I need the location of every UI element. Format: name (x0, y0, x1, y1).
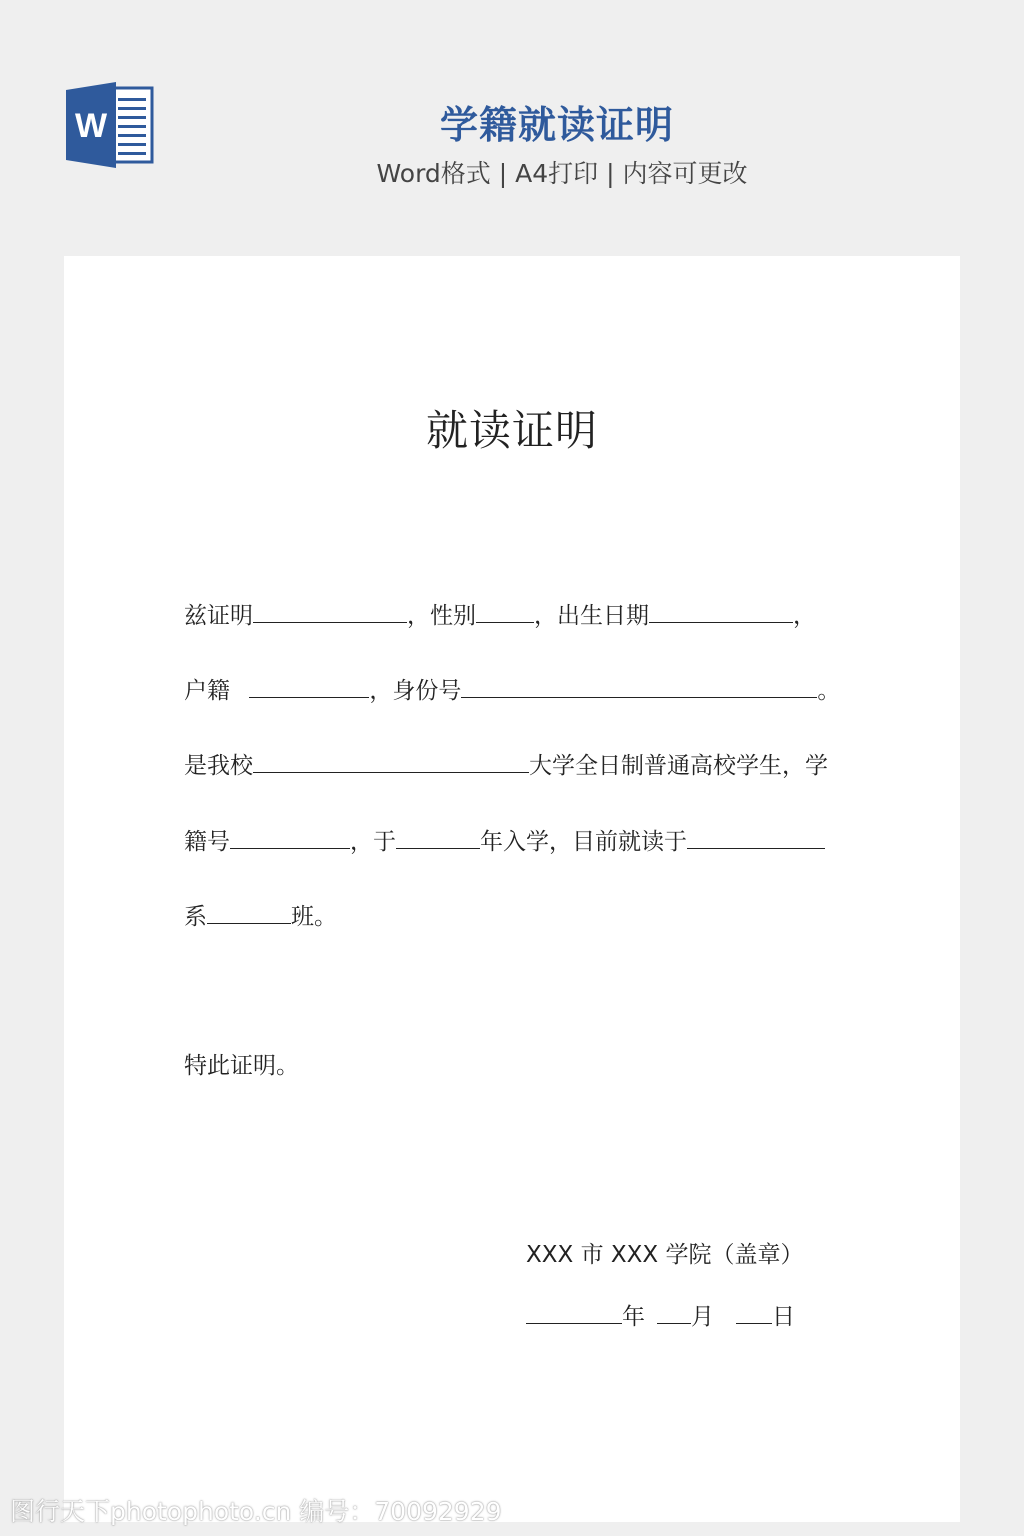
blank-id-number[interactable] (461, 679, 817, 698)
blank-name[interactable] (253, 604, 407, 623)
blank-day[interactable] (736, 1305, 772, 1324)
label-student-number: 籍号 (184, 829, 230, 855)
punct-period: 。 (817, 678, 841, 704)
blank-year[interactable] (526, 1305, 622, 1324)
line-student-number (184, 830, 825, 854)
blank-month[interactable] (657, 1305, 691, 1324)
label-day: 日 (772, 1304, 795, 1330)
label-id-number: ，身份号 (369, 678, 462, 704)
blank-birth-date[interactable] (649, 604, 793, 623)
closing-statement: 特此证明。 (184, 1053, 299, 1079)
label-enrolled-studying: 年入学，目前就读于 (480, 829, 687, 855)
watermark: 图行天下photophoto.cn 编号：70092929 (10, 1497, 502, 1526)
blank-enroll-year[interactable] (396, 830, 480, 849)
page-title: 学籍就读证明 (439, 103, 674, 147)
document-page (64, 256, 960, 1522)
label-birth-date: ，出生日期 (534, 603, 649, 629)
blank-school[interactable] (253, 754, 529, 773)
page-subtitle: Word格式 | A4打印 | 内容可更改 (376, 159, 748, 188)
label-gender: ，性别 (407, 603, 476, 629)
blank-department-name[interactable] (687, 830, 825, 849)
label-class: 班。 (291, 904, 337, 930)
word-icon-letter: W (74, 107, 108, 145)
label-household: 户籍 (184, 678, 238, 704)
label-month: 月 (691, 1304, 714, 1330)
label-full-time-student: 大学全日制普通高校学生，学 (529, 753, 828, 779)
label-year: 年 (622, 1304, 645, 1330)
label-certify: 兹证明 (184, 603, 253, 629)
blank-student-number[interactable] (230, 830, 350, 849)
line-household-id (184, 679, 840, 703)
punct-comma: ， (793, 603, 816, 629)
blank-household[interactable] (249, 679, 369, 698)
line-name-gender-birth (184, 604, 816, 628)
label-department: 系 (184, 904, 207, 930)
line-department-class (184, 905, 337, 929)
label-our-school: 是我校 (184, 753, 253, 779)
label-in: ，于 (350, 829, 396, 855)
date-line (526, 1298, 795, 1331)
blank-class[interactable] (207, 905, 291, 924)
issuer-seal: XXX 市 XXX 学院（盖章） (526, 1242, 804, 1268)
blank-gender[interactable] (476, 604, 534, 623)
line-school (184, 754, 828, 778)
document-title: 就读证明 (425, 406, 598, 455)
